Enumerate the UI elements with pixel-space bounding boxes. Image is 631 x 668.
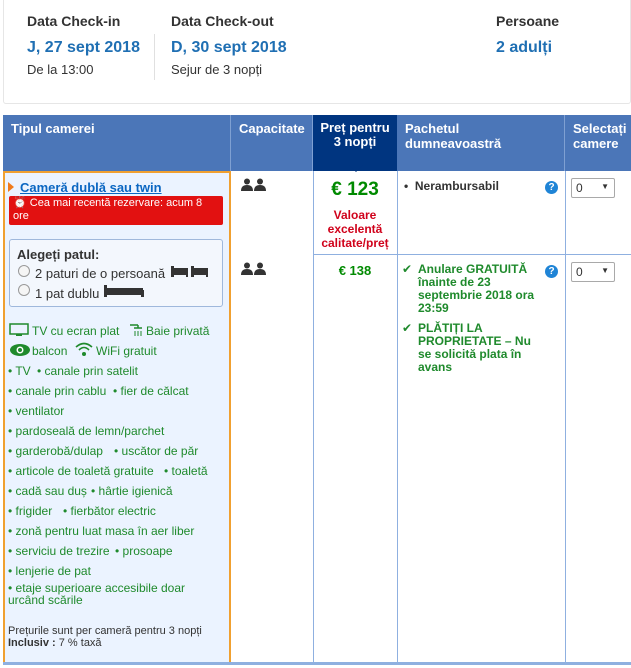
header-capacity: Capacitate (231, 115, 313, 171)
header-price: Preț pentru 3 nopți (313, 115, 397, 171)
facility-item: • garderobă/dulap (8, 444, 103, 458)
eye-icon (9, 343, 31, 357)
shower-icon (127, 322, 143, 338)
tax-value: 7 % taxă (58, 637, 102, 649)
value-for-money-label: Valoare excelentă calitate/preț (321, 208, 389, 250)
flat-screen-tv-icon (9, 323, 29, 337)
facility-item: • hârtie igienică (91, 484, 173, 498)
checkmark-icon: ✔ (402, 321, 413, 335)
checkin-date[interactable]: J, 27 sept 2018 (27, 39, 140, 56)
recent-booking-badge (9, 196, 223, 225)
facility-item: • canale prin satelit (37, 364, 138, 378)
wifi-icon (75, 342, 93, 357)
bed-option-radio[interactable] (18, 284, 30, 296)
facility-item: • uscător de păr (114, 444, 199, 458)
facility-balcony: balcon (32, 344, 68, 358)
facility-item: • zonă pentru luat masa în aer liber (8, 524, 195, 538)
help-question-icon[interactable]: ? (545, 265, 558, 278)
guests-value[interactable]: 2 adulți (496, 39, 553, 56)
facility-item: • prosoape (115, 544, 173, 558)
guests-label: Persoane (496, 13, 560, 29)
facility-item: • articole de toaletă gratuite (8, 464, 154, 478)
single-beds-icon (170, 265, 210, 278)
recent-booking-text: Cea mai recentă rezervare: acum 8 ore (13, 197, 203, 222)
double-bed-icon (103, 284, 145, 298)
header-select: Selectați camere (565, 115, 631, 171)
room-quantity-select[interactable]: 0 ▼ (571, 262, 615, 282)
column-divider (397, 171, 398, 664)
two-persons-icon (241, 262, 267, 276)
header-package: Pachetul dumneavoastră (397, 115, 565, 171)
row-divider (313, 254, 631, 255)
header-room-type: Tipul camerei (3, 115, 231, 171)
facility-item: • pardoseală de lemn/parchet (8, 424, 165, 438)
price-note: Prețurile sunt per cameră pentru 3 nopți (8, 625, 202, 637)
package-pay-at-property: PLĂTIȚI LA PROPRIETATE – Nu se solicită plata în avans (418, 321, 531, 374)
facility-item: • frigider (8, 504, 53, 518)
checkin-label: Data Check-in (27, 13, 121, 29)
checkmark-icon: ✔ (402, 262, 413, 276)
table-bottom-border (3, 662, 631, 665)
price-header-pointer (349, 165, 363, 172)
bed-choice-title: Alegeți patul: (17, 247, 100, 262)
facility-item: • TV (8, 364, 31, 378)
bed-option-double-label[interactable]: 1 pat dublu (35, 286, 100, 301)
facility-item: • ventilator (8, 404, 65, 418)
bed-option-twin-label[interactable]: 2 paturi de o persoană (35, 266, 166, 281)
facility-tv-flat: TV cu ecran plat (32, 324, 120, 338)
facility-item: • canale prin cablu (8, 384, 107, 398)
help-question-icon[interactable]: ? (545, 181, 558, 194)
facility-item: • serviciu de trezire (8, 544, 110, 558)
room-name-link[interactable]: Cameră dublă sau twin (20, 180, 162, 195)
facility-item: • fierbător electric (63, 504, 156, 518)
facility-item: • etaje superioare accesibile doar urcând scările (8, 581, 185, 607)
facility-wifi: WiFi gratuit (96, 344, 157, 358)
facility-item: • cadă sau duș (8, 484, 87, 498)
expand-arrow-icon[interactable] (8, 182, 14, 192)
checkin-time: De la 13:00 (27, 62, 94, 77)
tax-label: Inclusiv : (8, 637, 56, 649)
checkout-date[interactable]: D, 30 sept 2018 (171, 39, 287, 56)
facility-item: • fier de călcat (113, 384, 189, 398)
facility-item: • lenjerie de pat (8, 564, 91, 578)
stay-length: Sejur de 3 nopți (171, 62, 263, 77)
tax-info (8, 637, 102, 649)
column-divider (565, 171, 566, 664)
facility-private-bathroom: Baie privată (146, 324, 210, 338)
checkout-label: Data Check-out (171, 13, 274, 29)
summary-divider (154, 34, 155, 80)
package-nonrefundable: • Nerambursabil (404, 179, 499, 193)
bed-option-radio[interactable] (18, 265, 30, 277)
facility-item: • toaletă (164, 464, 208, 478)
alarm-clock-icon: ⏰ (13, 197, 27, 209)
offer-price: € 123 (331, 179, 379, 200)
two-persons-icon (241, 178, 267, 192)
package-free-cancellation: Anulare GRATUITĂ înainte de 23 septembrie 2018 ora 23:59 (418, 262, 535, 315)
offer-price: € 138 (338, 263, 372, 278)
room-quantity-select[interactable]: 0 ▼ (571, 178, 615, 198)
